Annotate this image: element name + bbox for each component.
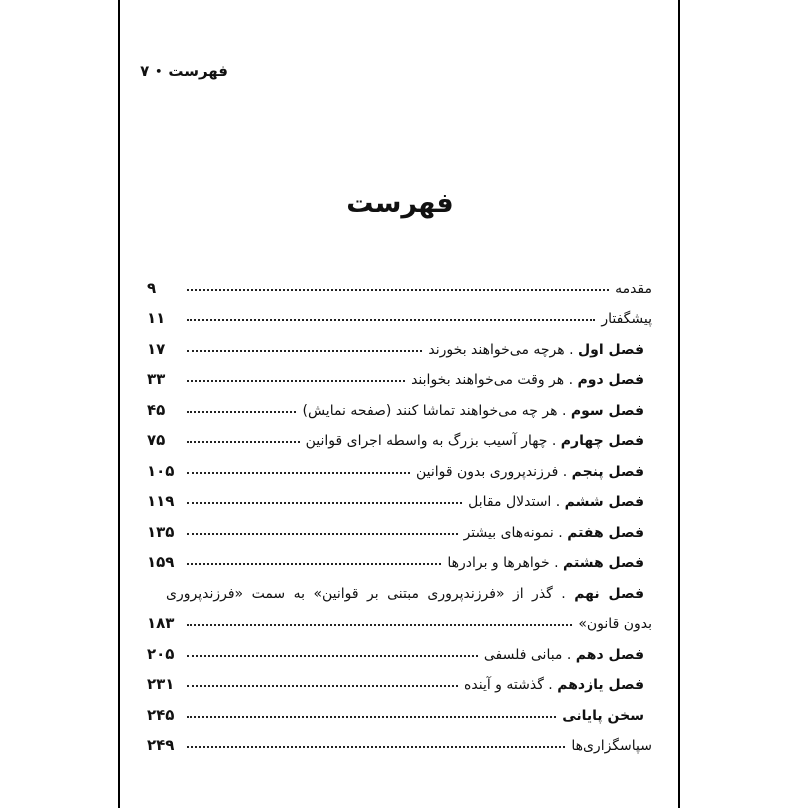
chapter-number: فصل ششم: [564, 494, 644, 510]
dot-leader: [187, 411, 296, 413]
chapter-title: . فرزندپروری بدون قوانین: [415, 463, 568, 480]
toc-entry-label: [302, 403, 652, 419]
toc-entry-page: ۲۴۹: [147, 736, 175, 754]
dot-leader: [187, 716, 556, 718]
toc-entry-label: [416, 464, 652, 480]
chapter-title: . هر چه می‌خواهند تماشا کنند (صفحه نمایش): [302, 402, 567, 419]
dot-leader: [187, 563, 441, 565]
chapter-title: . گذر از «فرزندپروری مبتنی بر قوانین» به سمت «فرزندپروری: [166, 585, 566, 602]
toc-entry-chapter-1: [147, 327, 652, 358]
chapter-title: . مبانی فلسفی: [483, 646, 572, 663]
chapter-title: . هر وقت می‌خواهند بخوابند: [411, 372, 574, 388]
toc-entry-page: ۱۱: [147, 309, 166, 327]
toc-entry-label: [484, 647, 652, 663]
toc-entry-label: [464, 525, 652, 541]
dot-leader: [187, 319, 595, 321]
running-head-separator: •: [155, 64, 163, 78]
toc-entry-page: ۲۰۵: [147, 644, 175, 663]
toc-entry-chapter-5: [147, 449, 652, 480]
toc-entry-page: ۲۳۱: [147, 675, 175, 693]
chapter-number: فصل هشتم: [563, 555, 644, 571]
chapter-number: فصل یازدهم: [557, 677, 644, 693]
chapter-number: فصل دهم: [575, 646, 644, 663]
dot-leader: [187, 746, 565, 748]
toc-entry-label: [428, 342, 652, 358]
toc-entry-chapter-10: [147, 632, 652, 663]
toc-entry-page: ۱۳۵: [147, 522, 175, 541]
chapter-number: فصل پنجم: [571, 463, 644, 480]
toc-entry-acknowledgements: [147, 724, 652, 755]
toc-entry-page: ۳۳: [147, 370, 166, 388]
toc-entry-label: [447, 555, 652, 571]
toc-entry-page: ۱۸۳: [147, 614, 175, 632]
toc-entry-page: ۲۴۵: [147, 705, 175, 724]
toc-entry-introduction: [147, 266, 652, 297]
toc-entry-page: ۱۵۹: [147, 553, 175, 571]
running-head-page-number: ۷: [140, 62, 150, 80]
toc-entry-page: ۹: [147, 278, 157, 297]
toc-entry-page: ۷۵: [147, 431, 166, 449]
dot-leader: [187, 502, 462, 504]
toc-entry-chapter-9: [147, 571, 652, 602]
toc-entry-title: سخن پایانی: [562, 707, 644, 724]
chapter-title: . خواهرها و برادرها: [447, 555, 559, 571]
dot-leader: [187, 533, 458, 535]
chapter-number: فصل سوم: [570, 402, 644, 419]
toc-entry-page: ۴۵: [147, 400, 166, 419]
toc-entry-label: [166, 586, 652, 602]
chapter-number: فصل دوم: [577, 372, 644, 388]
chapter-title: . چهار آسیب بزرگ به واسطه اجرای قوانین: [305, 433, 557, 449]
toc-entry-epilogue: [147, 693, 652, 724]
toc-entry-page: ۱۷: [147, 339, 166, 358]
toc-entry-chapter-9-continued: [147, 602, 652, 633]
chapter-number: فصل چهارم: [560, 433, 644, 449]
toc-entry-label: [306, 433, 652, 449]
toc-entry-chapter-4: [147, 419, 652, 450]
toc-entry-label: [464, 677, 652, 693]
dot-leader: [187, 655, 478, 657]
dot-leader: [187, 441, 300, 443]
chapter-number: فصل نهم: [574, 585, 644, 602]
chapter-title: . گذشته و آینده: [464, 677, 553, 693]
toc-entry-chapter-3: [147, 388, 652, 419]
dot-leader: [187, 289, 609, 291]
toc-entry-chapter-8: [147, 541, 652, 572]
dot-leader: [187, 472, 410, 474]
chapter-number: فصل اول: [578, 341, 644, 358]
chapter-title: . نمونه‌های بیشتر: [463, 524, 563, 541]
toc-entry-title: سپاسگزاری‌ها: [571, 738, 652, 754]
chapter-title-continuation: بدون قانون»: [578, 616, 652, 632]
chapter-number: فصل هفتم: [567, 524, 644, 541]
toc-entry-page: ۱۰۵: [147, 461, 175, 480]
toc-entry-chapter-6: [147, 480, 652, 511]
toc-entry-title: مقدمه: [615, 280, 652, 297]
toc-entry-chapter-11: [147, 663, 652, 694]
dot-leader: [187, 350, 422, 352]
dot-leader: [187, 380, 405, 382]
toc-entry-label: [411, 372, 652, 388]
toc-entry-label: [468, 494, 652, 510]
toc-entry-chapter-2: [147, 358, 652, 389]
chapter-title: . استدلال مقابل: [468, 494, 561, 510]
dot-leader: [187, 624, 572, 626]
running-head: [140, 62, 228, 80]
table-of-contents: [147, 266, 652, 754]
chapter-title: . هرچه می‌خواهند بخورند: [428, 341, 574, 358]
toc-entry-preface: [147, 297, 652, 328]
running-head-title: فهرست: [168, 62, 228, 80]
toc-entry-chapter-7: [147, 510, 652, 541]
toc-entry-title: پیشگفتار: [601, 311, 652, 327]
dot-leader: [187, 685, 458, 687]
page-title: فهرست: [346, 188, 454, 219]
toc-entry-page: ۱۱۹: [147, 492, 175, 510]
